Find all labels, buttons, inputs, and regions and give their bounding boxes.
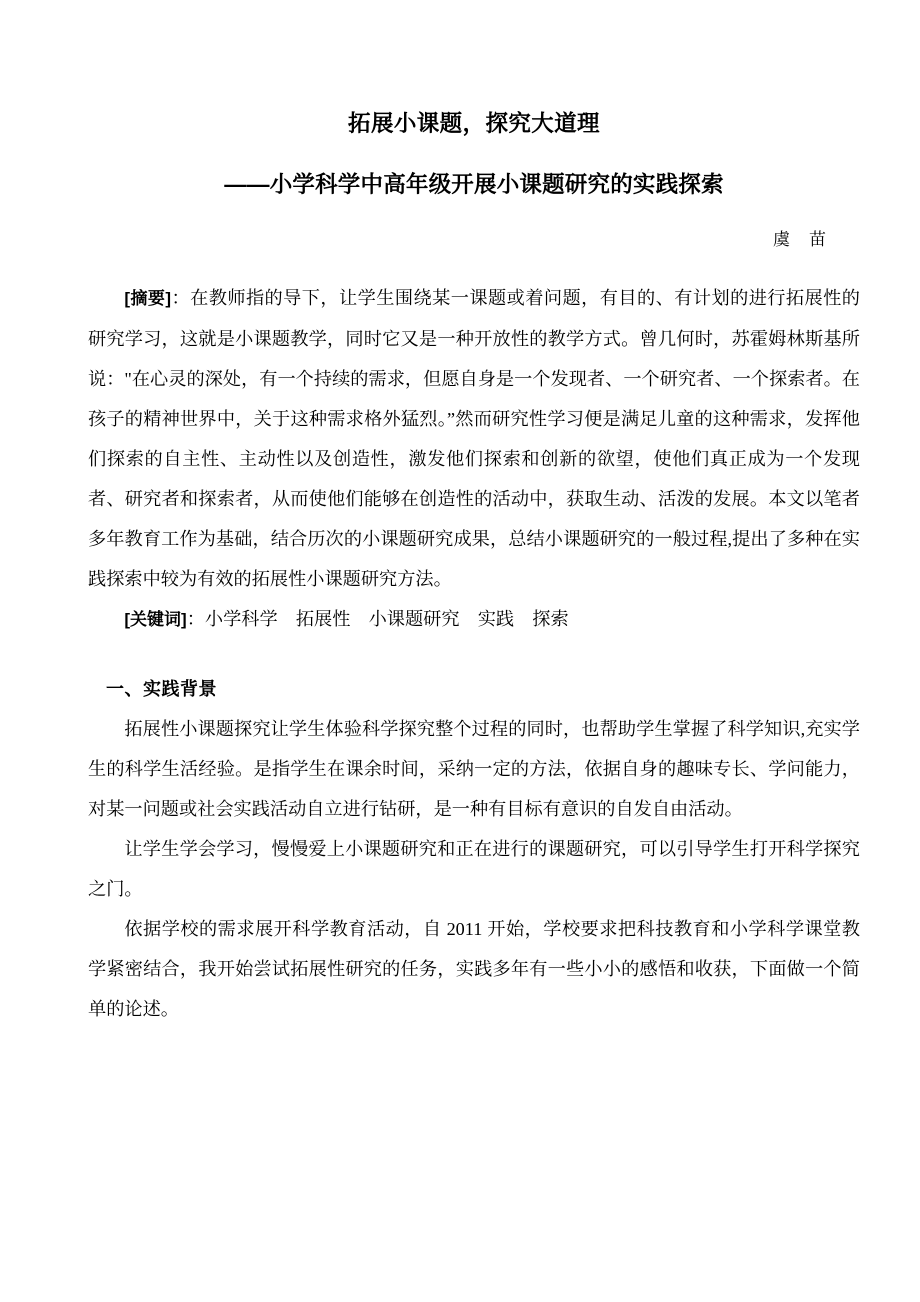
title-block	[88, 0, 860, 260]
page-subtitle: ——小学科学中高年级开展小课题研究的实践探索	[224, 172, 724, 197]
author-name: 虞 苗	[773, 230, 827, 249]
section-paragraph: 让学生学会学习，慢慢爱上小课题研究和正在进行的课题研究，可以引导学生打开科学探究之门。	[88, 839, 860, 899]
abstract-separator: ：	[171, 288, 191, 308]
abstract-paragraph	[88, 278, 860, 599]
abstract-label: [摘要]	[124, 289, 172, 308]
keywords-paragraph	[88, 599, 860, 640]
section-heading: 一、实践背景	[106, 679, 217, 699]
keywords-separator: ：	[186, 609, 205, 629]
keywords-block	[88, 599, 860, 640]
page-title: 拓展小课题，探究大道理	[348, 111, 600, 136]
abstract-block	[88, 260, 860, 599]
page-content	[88, 0, 860, 1029]
abstract-text: 在教师指的导下，让学生围绕某一课题或着问题，有目的、有计划的进行拓展性的研究学习，这就是小课题教学，同时它又是一种开放性的教学方式。曾几何时，苏霍姆林斯基所说："在心灵的深处，有一个持续的需求，但愿自身是一个发现者、一个研究者、一个探索者。在孩子的精神世界中，关于这种需求格外猛烈。”然而研究性学习便是满足儿童的这种需求，发挥他们探索的自主性、主动性以及创造性，激发他们探索和创新的欲望，使他们真正成为一个发现者、研究者和探索者，从而使他们能够在创造性的活动中，获取生动、活泼的发展。本文以笔者多年教育工作为基础，结合历次的小课题研究成果，总结小课题研究的一般过程,提出了多种在实践探索中较为有效的拓展性小课题研究方法。	[88, 288, 860, 589]
section-practice-background	[88, 640, 860, 1029]
section-paragraph: 依据学校的需求展开科学教育活动，自 2011 开始，学校要求把科技教育和小学科学课堂教学紧密结合，我开始尝试拓展性研究的任务，实践多年有一些小小的感悟和收获，下面做一个简单的论述。	[88, 919, 860, 1019]
section-paragraph: 拓展性小课题探究让学生体验科学探究整个过程的同时，也帮助学生掌握了科学知识,充实学生的科学生活经验。是指学生在课余时间，采纳一定的方法，依据自身的趣味专长、学问能力，对某一问题或社会实践活动自立进行钻研，是一种有目标有意识的自发自由活动。	[88, 719, 860, 819]
keywords-label: [关键词]	[124, 610, 187, 629]
keywords-terms: 小学科学 拓展性 小课题研究 实践 探索	[204, 609, 569, 629]
